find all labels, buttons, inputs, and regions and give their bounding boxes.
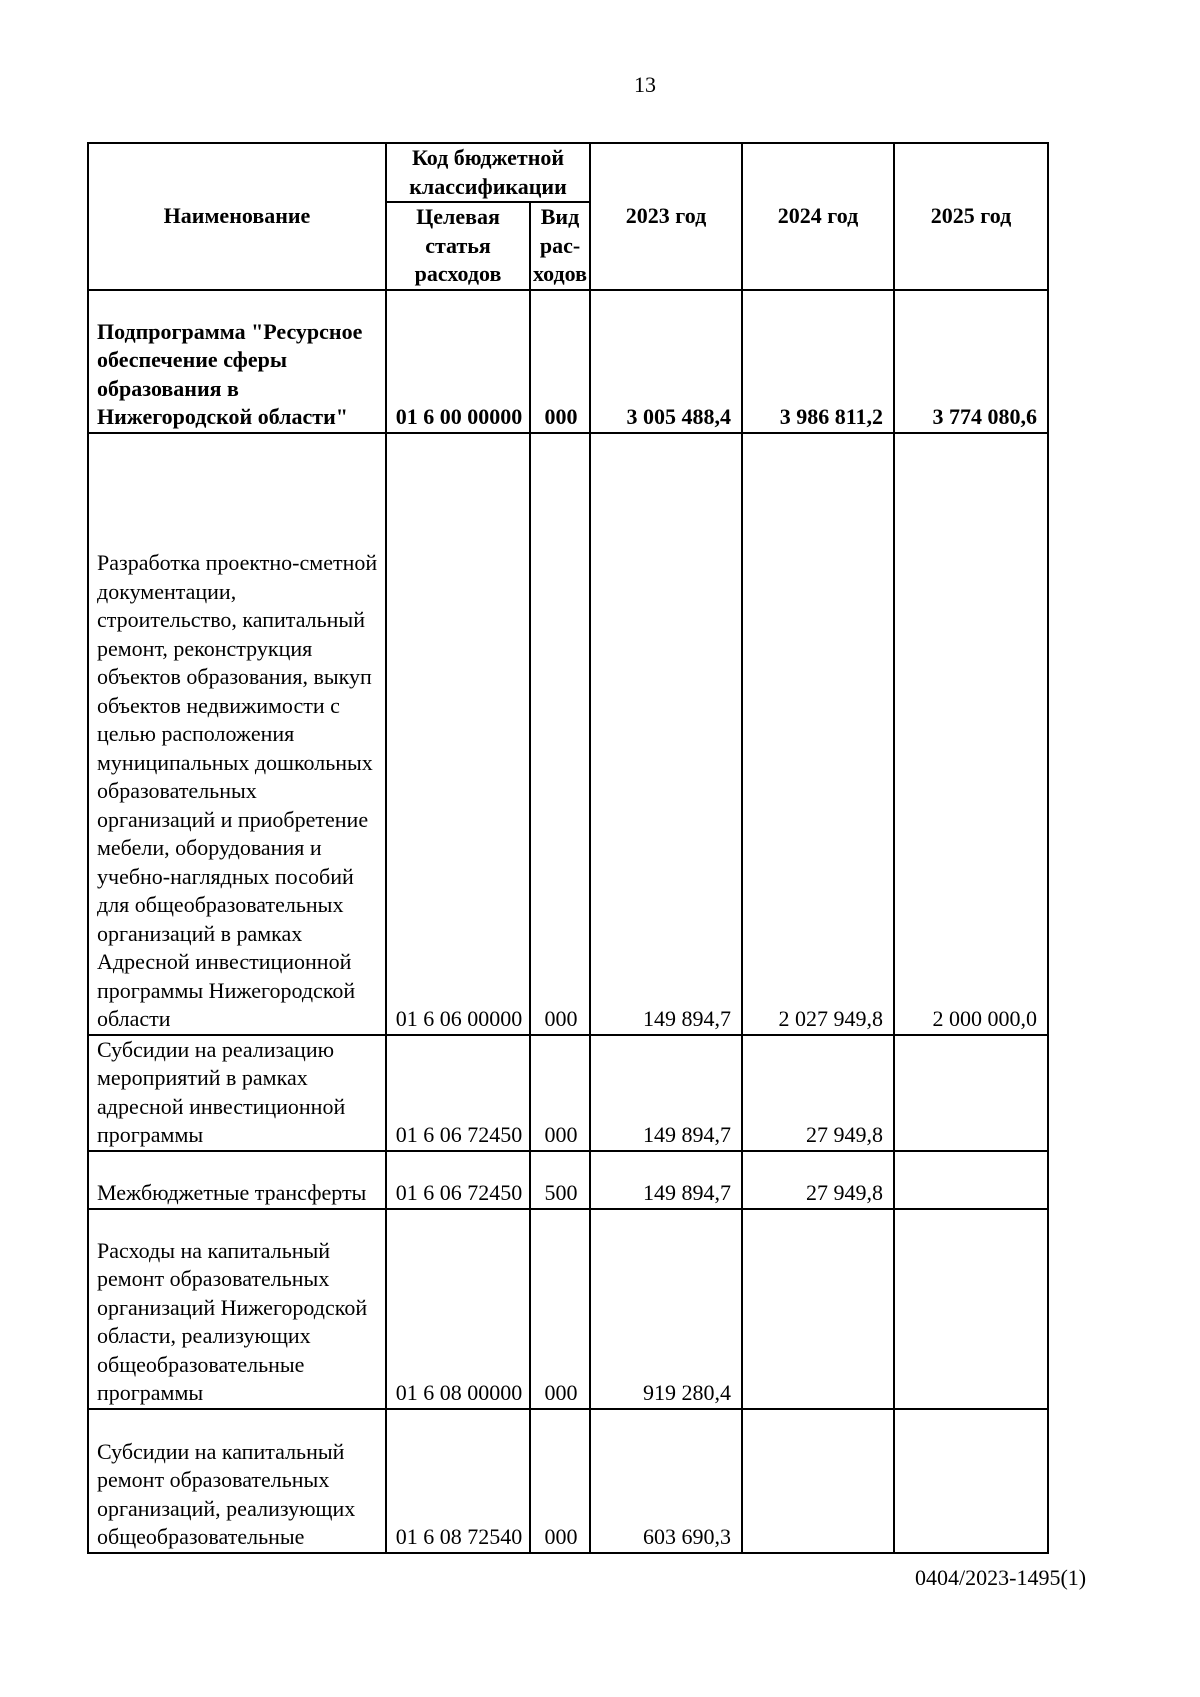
row-value-2025 — [894, 1151, 1048, 1209]
header-target-article: Целевая статья расходов — [386, 202, 530, 290]
row-name: Субсидии на реализацию мероприятий в рамках адресной инвестиционной программы — [88, 1035, 386, 1151]
row-value-2023: 919 280,4 — [590, 1209, 742, 1409]
table-row — [88, 433, 1048, 1035]
row-target-article: 01 6 06 00000 — [386, 433, 530, 1035]
row-value-2023: 603 690,3 — [590, 1409, 742, 1553]
table-row — [88, 1209, 1048, 1409]
table-row — [88, 290, 1048, 433]
row-target-article: 01 6 08 00000 — [386, 1209, 530, 1409]
row-expense-type: 000 — [530, 1209, 590, 1409]
row-expense-type: 500 — [530, 1151, 590, 1209]
row-value-2024: 3 986 811,2 — [742, 290, 894, 433]
row-target-article: 01 6 00 00000 — [386, 290, 530, 433]
row-name: Субсидии на капитальный ремонт образовательных организаций, реализующих общеобразовательные — [88, 1409, 386, 1553]
row-expense-type: 000 — [530, 1409, 590, 1553]
header-year-2025: 2025 год — [894, 143, 1048, 290]
document-registration-number: 0404/2023-1495(1) — [915, 1565, 1087, 1590]
row-name: Подпрограмма "Ресурсное обеспечение сферы образования в Нижегородской области" — [88, 290, 386, 433]
header-year-2024: 2024 год — [742, 143, 894, 290]
row-expense-type: 000 — [530, 290, 590, 433]
budget-table — [87, 142, 1049, 1554]
row-value-2024 — [742, 1409, 894, 1553]
row-value-2025 — [894, 1035, 1048, 1151]
page-number: 13 — [634, 72, 656, 97]
row-value-2024 — [742, 1209, 894, 1409]
table-row — [88, 1409, 1048, 1553]
header-name: Наименование — [88, 143, 386, 290]
row-expense-type: 000 — [530, 433, 590, 1035]
row-value-2024: 27 949,8 — [742, 1151, 894, 1209]
row-value-2025 — [894, 1409, 1048, 1553]
row-value-2025 — [894, 1209, 1048, 1409]
row-name: Разработка проектно-сметной документации, строительство, капитальный ремонт, реконструкция объектов образования, выкуп объектов недвижимости с целью расположения муниципальных дошкольных образовательных организаций и приобретение мебели, оборудования и учебно-наглядных пособий для общеобразовательных организаций в рамках Адресной инвестиционной программы Нижегородской области — [88, 433, 386, 1035]
row-value-2025: 2 000 000,0 — [894, 433, 1048, 1035]
row-value-2023: 149 894,7 — [590, 1151, 742, 1209]
header-expense-type: Вид рас-ходов — [530, 202, 590, 290]
table-row — [88, 1151, 1048, 1209]
row-target-article: 01 6 08 72540 — [386, 1409, 530, 1553]
table-row — [88, 1035, 1048, 1151]
header-year-2023: 2023 год — [590, 143, 742, 290]
row-value-2023: 149 894,7 — [590, 1035, 742, 1151]
row-value-2024: 2 027 949,8 — [742, 433, 894, 1035]
row-value-2025: 3 774 080,6 — [894, 290, 1048, 433]
row-name: Межбюджетные трансферты — [88, 1151, 386, 1209]
row-value-2023: 3 005 488,4 — [590, 290, 742, 433]
row-target-article: 01 6 06 72450 — [386, 1151, 530, 1209]
header-code-group: Код бюджетной классификации — [386, 143, 590, 202]
row-target-article: 01 6 06 72450 — [386, 1035, 530, 1151]
row-name: Расходы на капитальный ремонт образовательных организаций Нижегородской области, реализующих общеобразовательные программы — [88, 1209, 386, 1409]
row-expense-type: 000 — [530, 1035, 590, 1151]
row-value-2024: 27 949,8 — [742, 1035, 894, 1151]
row-value-2023: 149 894,7 — [590, 433, 742, 1035]
